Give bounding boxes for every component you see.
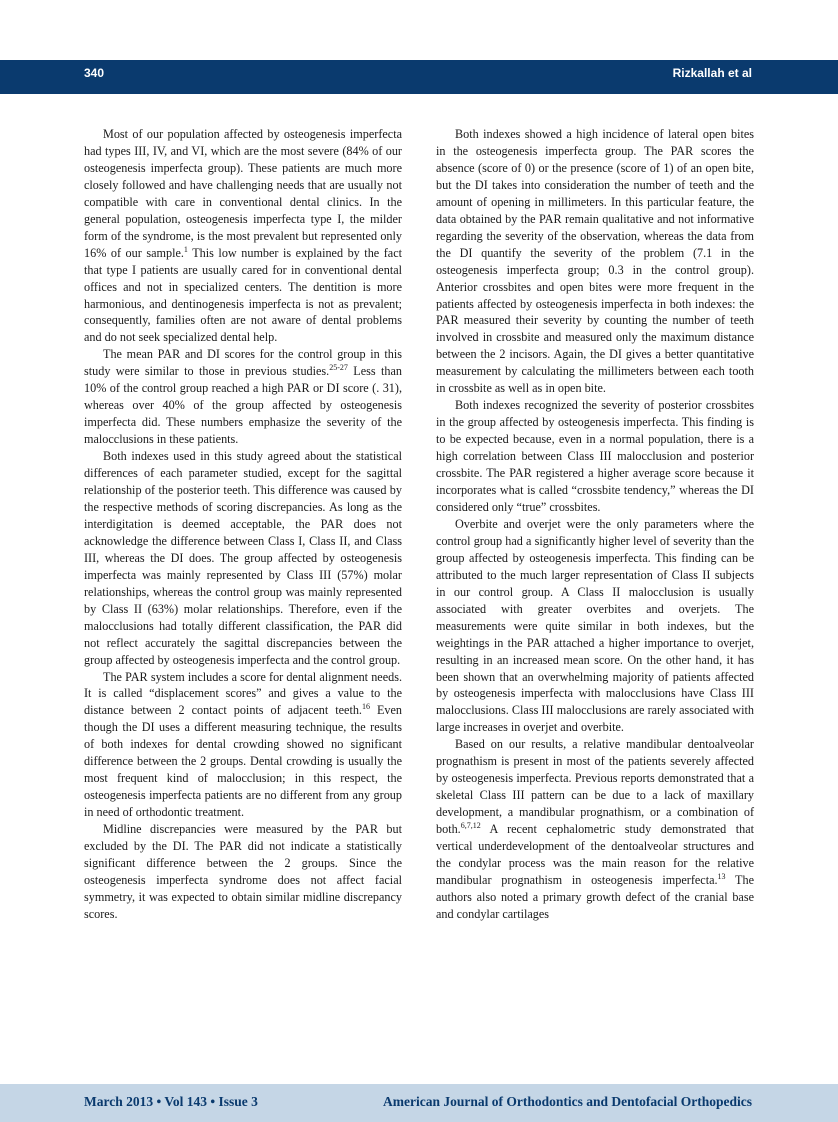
paragraph: Both indexes recognized the severity of posterior crossbites in the group affected by osteogenesis imperfecta. This finding is to be expected because, even in a normal population, there is a high correlation between Class III malocclusion and posterior crossbite. The PAR registered a higher average score because it incorporates what is called “crossbite tendency,” whereas the DI considered only “true” crossbites.: [436, 398, 754, 514]
journal-name: American Journal of Orthodontics and Dentofacial Orthopedics: [383, 1094, 752, 1109]
running-footer: [0, 1084, 838, 1122]
citation[interactable]: 1: [183, 244, 188, 254]
paragraph: Based on our results, a relative mandibular dentoalveolar prognathism is present in most of the patients severely affected by osteogenesis imperfecta. Previous reports demonstrated that a skeletal Class III pattern can be due to a lack of maxillary development, a mandibular prognathism, or a combination of both.$^{6,7,12}$ A recent cephalometric study demonstrated that vertical underdevelopment of the dentoalveolar structures and the condylar process was the main reason for the relative mandibular prognathism in osteogenesis imperfecta.$^{13}$ The authors also noted a primary growth defect of the cranial base and condylar cartilages: [436, 737, 754, 921]
citation[interactable]: 25-27: [329, 363, 348, 373]
running-header: [0, 60, 838, 94]
paragraph: The mean PAR and DI scores for the control group in this study were similar to those in previous studies.$^{25-27}$ Less than 10% of the control group reached a high PAR or DI score (. 31), whereas over 40% of the group affected by osteogenesis imperfecta did. These numbers emphasize the severity of the malocclusions in these patients.: [84, 347, 403, 447]
paragraph: The PAR system includes a score for dental alignment needs. It is called “displacement scores” and gives a value to the distance between 2 contact points of adjacent teeth.$^{16}$ Even though the DI uses a different measuring technique, the results of both indexes for dental crowding showed no significant difference between the 2 groups. Dental crowding is usually the most frequent kind of malocclusion; in this respect, the osteogenesis imperfecta patients are no different from any group in need of orthodontic treatment.: [84, 669, 403, 820]
citation[interactable]: 16: [361, 702, 370, 712]
paragraph: Overbite and overjet were the only parameters where the control group had a significantly higher level of severity than the group affected by osteogenesis imperfecta. This finding can be attributed to the much larger representation of Class II subjects in our control group. A Class II malocclusion is usually associated with greater overbites and overjets. The measurements were quite similar in both indexes, but the weightings in the PAR attached a higher importance to overjet, resulting in an increased mean score. On the other hand, it has been shown that an overwhelming majority of patients affected by osteogenesis imperfecta with malocclusions have Class III malocclusions. Class III malocclusions are rarely associated with large increases in overjet and overbite.: [436, 516, 754, 735]
citation[interactable]: 13: [717, 871, 726, 881]
issue-info: March 2013 • Vol 143 • Issue 3: [84, 1094, 258, 1109]
paragraph: Both indexes showed a high incidence of lateral open bites in the osteogenesis imperfecta group. The PAR scores the absence (score of 0) or the presence (score of 1) of an open bite, but the DI takes into consideration the number of teeth and the amount of opening in millimeters. In this particular feature, the data obtained by the PAR remain qualitative and not informative regarding the severity of the observation, whereas the data from the DI quantify the severity of the problem (7.1 in the osteogenesis imperfecta group; 0.3 in the control group). Anterior crossbites and open bites were more frequent in the patients affected by osteogenesis imperfecta in both indexes: the PAR measured their severity by counting the number of teeth involved in crossbite and measured only the maximum distance between the 2 incisors. Again, the DI gives a better quantitative measurement by calculating the millimeters between each tooth in crossbite as well as in open bite.: [436, 127, 754, 396]
paragraph: Most of our population affected by osteogenesis imperfecta had types III, IV, and VI, which are the most severe (84% of our osteogenesis imperfecta group). These patients are much more closely followed and have challenging needs that are usually not compatible with care in conventional dental clinics. In the general population, osteogenesis imperfecta type I, the milder form of the syndrome, is the most prevalent but represented only 16% of our sample.$^1$ This low number is explained by the fact that type I patients are usually cared for in conventional dental offices and not in specialized centers. The dentition is more harmonious, and dentinogenesis imperfecta is not as prevalent; consequently, families often are not aware of dental problems and do not seek specialized dental help.: [84, 127, 402, 345]
left-column: [84, 126, 402, 923]
paragraph: Both indexes used in this study agreed about the statistical differences of each parameter studied, except for the sagittal relationship of the posterior teeth. This difference was caused by the respective methods of scoring discrepancies. As long as the interdigitation is deemed acceptable, the PAR does not acknowledge the difference between Class I, Class II, and Class III, whereas the DI does. The group affected by osteogenesis imperfecta was mainly represented by Class III (57%) molar relationships, whereas the control group was mainly represented by Class II (63%) molar relationships. Therefore, even if the malocclusions had totally different classification, the PAR did not reflect accurately the sagittal discrepancies between the group affected by osteogenesis imperfecta and the control group.: [84, 449, 402, 667]
citation[interactable]: 6,7,12: [460, 821, 481, 831]
running-head-authors: Rizkallah et al: [672, 66, 752, 80]
page-number: 340: [84, 66, 105, 80]
right-column: [436, 126, 754, 923]
paragraph: Midline discrepancies were measured by the PAR but excluded by the DI. The PAR did not indicate a statistically significant difference between the 2 groups. Since the osteogenesis imperfecta syndrome does not affect facial symmetry, it was expected to obtain similar midline discrepancy scores.: [84, 822, 402, 921]
